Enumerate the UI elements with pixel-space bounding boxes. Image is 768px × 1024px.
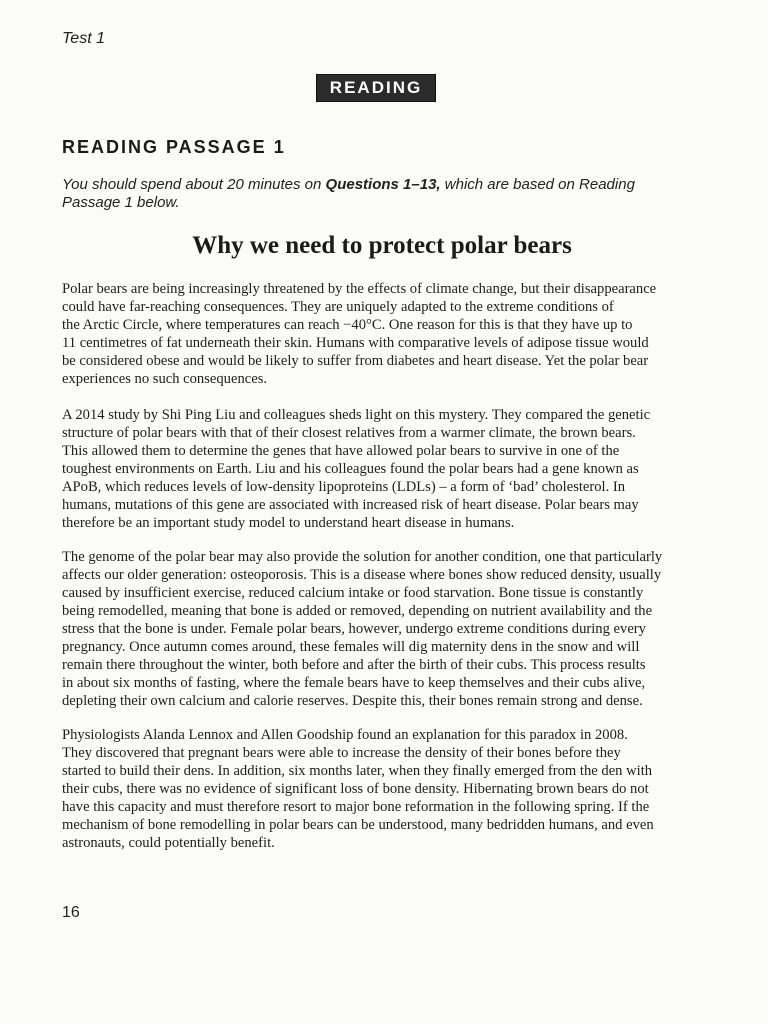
paragraph-line: The genome of the polar bear may also provide the solution for another condition, one that particularly [62, 549, 663, 565]
paragraph-line: have this capacity and must therefore resort to major bone reformation in the following spring. If the [62, 799, 650, 815]
paragraph-line: This allowed them to determine the genes that have allowed polar bears to survive in one of the [62, 443, 620, 459]
paragraph-line: being remodelled, meaning that bone is added or removed, depending on nutrient availability and the [62, 603, 653, 619]
paragraph-line: depleting their own calcium and calorie reserves. Despite this, their bones remain strong and dense. [62, 693, 643, 709]
paragraph-line: structure of polar bears with that of their closest relatives from a warmer climate, the brown bears. [62, 425, 636, 441]
paragraph-line: pregnancy. Once autumn comes around, these females will dig maternity dens in the snow and will [62, 639, 640, 655]
paragraph-line: APoB, which reduces levels of low-density lipoproteins (LDLs) – a form of ‘bad’ cholesterol. In [62, 479, 626, 495]
instructions-text-before: You should spend about 20 minutes on [62, 176, 326, 193]
paragraph-line: They discovered that pregnant bears were able to increase the density of their bones before they [62, 745, 621, 761]
instructions-questions-range: Questions 1–13, [325, 176, 441, 193]
paragraph-line: Polar bears are being increasingly threatened by the effects of climate change, but their disappearance [62, 281, 657, 297]
passage-heading: READING PASSAGE 1 [62, 137, 286, 157]
paragraph-line: stress that the bone is under. Female polar bears, however, undergo extreme conditions during every [62, 621, 646, 637]
section-banner: READING [316, 74, 436, 102]
paragraph-line: Physiologists Alanda Lennox and Allen Goodship found an explanation for this paradox in 2008. [62, 727, 628, 743]
paragraph-3 [62, 548, 710, 710]
paragraph-line: started to build their dens. In addition, six months later, when they finally emerged from the den with [62, 763, 653, 779]
paragraph-line: experiences no such consequences. [62, 371, 268, 387]
paragraph-line: in about six months of fasting, where the female bears have to keep themselves and their cubs alive, [62, 675, 646, 691]
test-label: Test 1 [62, 30, 105, 47]
paragraph-line: astronauts, could potentially benefit. [62, 835, 275, 851]
paragraph-line: toughest environments on Earth. Liu and his colleagues found the polar bears had a gene known as [62, 461, 639, 477]
instructions-text-line2: Passage 1 below. [62, 194, 180, 211]
paragraph-line: remain there throughout the winter, both before and after the birth of their cubs. This process results [62, 657, 646, 673]
article-title: Why we need to protect polar bears [192, 232, 572, 259]
paragraph-1 [62, 280, 710, 388]
paragraph-line: their cubs, there was no evidence of significant loss of bone density. Hibernating brown bears do not [62, 781, 649, 797]
paragraph-line: could have far-reaching consequences. They are uniquely adapted to the extreme conditions of [62, 299, 614, 315]
instructions-text-after: which are based on Reading [440, 176, 635, 193]
paragraph-line: be considered obese and would be likely to suffer from diabetes and heart disease. Yet the polar bear [62, 353, 649, 369]
paragraph-line: mechanism of bone remodelling in polar bears can be understood, many bedridden humans, and even [62, 817, 654, 833]
page-number: 16 [62, 904, 80, 921]
paragraph-line: the Arctic Circle, where temperatures can reach −40°C. One reason for this is that they have up to [62, 317, 633, 333]
paragraph-2 [62, 406, 710, 532]
paragraph-4 [62, 726, 710, 852]
paragraph-line: A 2014 study by Shi Ping Liu and colleagues sheds light on this mystery. They compared the genetic [62, 407, 651, 423]
paragraph-line: humans, mutations of this gene are associated with increased risk of heart disease. Polar bears may [62, 497, 639, 513]
paragraph-line: therefore be an important study model to understand heart disease in humans. [62, 515, 515, 531]
paragraph-line: 11 centimetres of fat underneath their skin. Humans with comparative levels of adipose tissue would [62, 335, 649, 351]
paragraph-line: affects our older generation: osteoporosis. This is a disease where bones show reduced density, usually [62, 567, 662, 583]
paragraph-line: caused by insufficient exercise, reduced calcium intake or food starvation. Bone tissue is constantly [62, 585, 644, 601]
instructions [62, 176, 702, 212]
